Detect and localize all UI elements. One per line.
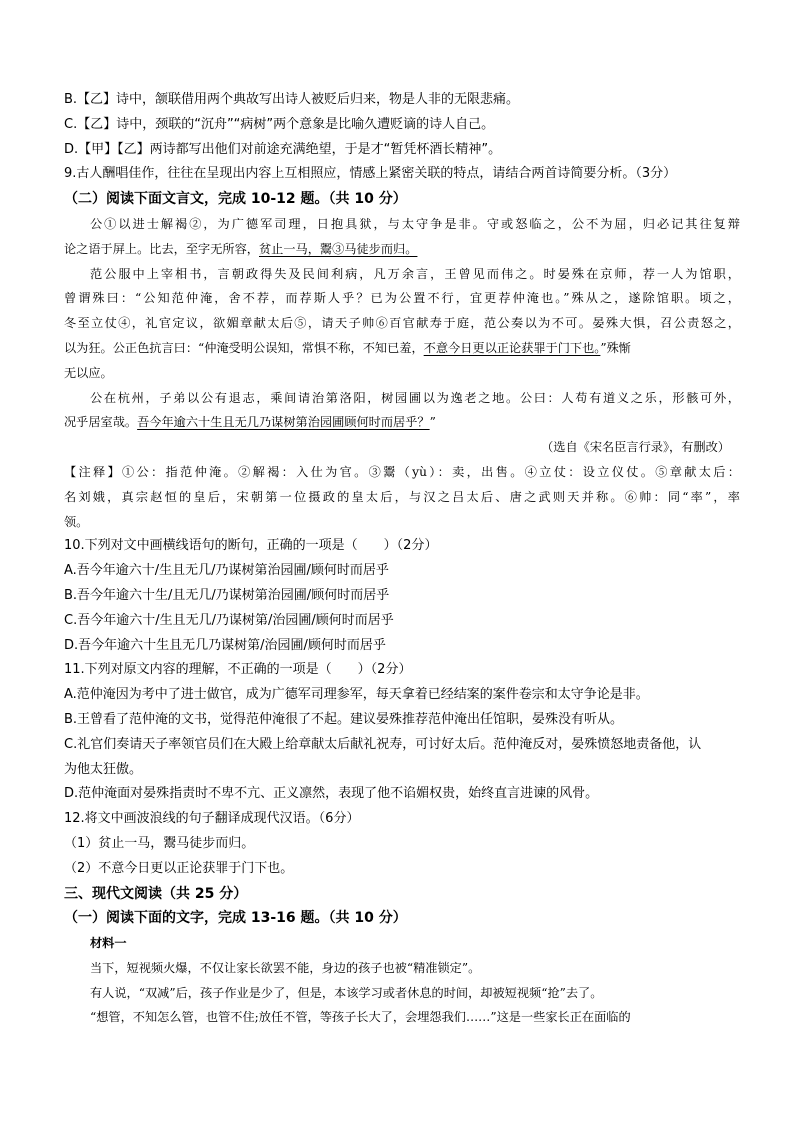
q12-stem: 12.将文中画波浪线的句子翻译成现代汉语。（6分） (64, 811, 360, 827)
material-paragraph: 当下，短视频火爆，不仅让家长欲罢不能，身边的孩子也被“精准锁定”。 (90, 960, 481, 975)
q11-option-c[interactable]: C.礼官们奏请天子率领官员们在大殿上给章献太后献礼祝寿，可讨好太后。范仲淹反对，晏殊愤怒地责备他，认 (64, 736, 702, 752)
passage-line: 冬至立仗④，礼官定议，欲媚章献太后⑤，请天子帅⑥百官献寿于庭，范公奏以为不可。晏殊大惧，召公责怒之， (64, 316, 740, 331)
q10-stem: 10.下列对文中画横线语句的断句，正确的一项是（ ）（2分） (64, 538, 438, 554)
passage-line: 公在杭州，子弟以公有退志，乘间请治第洛阳，树园圃以为逸老之地。公曰：人苟有道义之乐，形骸可外， (90, 390, 740, 405)
material-label: 材料一 (90, 936, 127, 951)
passage-line: 曾谓殊曰：“公知范仲淹，舍不荐，而荐斯人乎？已为公置不行，宜更荐仲淹也。”殊从之，遂除馆职。顷之， (64, 291, 740, 306)
material-paragraph: 有人说，“双减”后，孩子作业是少了，但是，本该学习或者休息的时间，却被短视频“抢”去了。 (90, 985, 603, 1000)
q10-option-a[interactable]: A.吾今年逾六十/生且无几/乃谋树第治园圃/顾何时而居乎 (64, 563, 389, 579)
q11-option-b[interactable]: B.王曾看了范仲淹的文书，觉得范仲淹很了不起。建议晏殊推荐范仲淹出任馆职，晏殊没有听从。 (64, 711, 624, 727)
passage-text: 况乎居室哉。 (64, 415, 138, 430)
q12-sentence-1: （1）贫止一马，鬻马徒步而归。 (64, 835, 255, 851)
q9-question: 9.古人酬唱佳作，往往在呈现出内容上互相照应，情感上紧密关联的特点，请结合两首诗简要分析。（3分） (64, 166, 677, 182)
underlined-sentence-1: 贫止一马，鬻③马徒步而归。 (259, 241, 418, 256)
passage-text: 以为狂。公正色抗言曰：“仲淹受明公误知，常惧不称，不知已羞， (64, 340, 424, 355)
q8-option-d[interactable]: D.【甲】【乙】两诗都写出他们对前途充满绝望，于是才“暂凭杯酒长精神”。 (64, 141, 502, 157)
passage-text: ” (429, 415, 436, 430)
part3-subsection-title: （一）阅读下面的文字，完成 13-16 题。（共 10 分） (64, 910, 407, 927)
q10-option-b[interactable]: B.吾今年逾六十生/且无几/乃谋树第治园圃/顾何时而居乎 (64, 587, 390, 603)
q11-option-c-cont[interactable]: 为他太狂傲。 (64, 761, 143, 777)
passage-text: 论之语于屏上。比去，至字无所容， (64, 241, 259, 256)
passage-source: （选自《宋名臣言行录》，有删改） (541, 440, 730, 455)
passage-text: ”殊惭 (600, 340, 631, 355)
q11-option-a[interactable]: A.范仲淹因为考中了进士做官，成为广德军司理参军，每天拿着已经结案的案件卷宗和太守争论是非。 (64, 687, 649, 703)
notes-line: 名刘娥，真宗赵恒的皇后，宋朝第一位摄政的皇太后，与汉之吕太后、唐之武则天并称。⑥帅：同“率”，率 (64, 489, 740, 504)
passage-line: 公①以进士解褐②，为广德军司理，日抱具狱，与太守争是非。守或怒临之，公不为屈，归必记其往复辩 (90, 216, 740, 231)
classical-section-title: （二）阅读下面文言文，完成 10-12 题。（共 10 分） (64, 191, 407, 208)
passage-line: 无以应。 (64, 365, 113, 380)
passage-line (64, 336, 740, 361)
underlined-sentence-2: 不意今日更以正论获罪于门下也。 (423, 340, 601, 355)
material-paragraph: “想管，不知怎么管，也管不住;放任不管，等孩子长大了，会埋怨我们……”这是一些家长正在面临的 (90, 1010, 631, 1025)
passage-line: 范公服中上宰相书，言朝政得失及民间利病，凡万余言，王曾见而伟之。时晏殊在京师，荐一人为馆职， (90, 266, 740, 281)
part3-title: 三、现代文阅读（共 25 分） (64, 885, 248, 902)
wavy-line-sentence: 吾今年逾六十生且无几乃谋树第治园圃顾何时而居乎？ (137, 415, 430, 430)
q10-option-d[interactable]: D.吾今年逾六十生且无几乃谋树第/治园圃/顾何时而居乎 (64, 637, 386, 653)
passage-line (64, 237, 740, 262)
passage-line (64, 410, 740, 435)
q12-sentence-2: （2）不意今日更以正论获罪于门下也。 (64, 860, 294, 876)
q8-option-b[interactable]: B.【乙】诗中，颔联借用两个典故写出诗人被贬后归来，物是人非的无限悲痛。 (64, 92, 520, 107)
q11-option-d[interactable]: D.范仲淹面对晏殊指责时不卑不亢、正义凛然，表现了他不谄媚权贵，始终直言进谏的风骨。 (64, 786, 599, 802)
document-page (64, 88, 740, 1030)
q8-option-c[interactable]: C.【乙】诗中，颈联的“沉舟”“病树”两个意象是比喻久遭贬谪的诗人自己。 (64, 116, 495, 132)
notes-line: 领。 (64, 514, 89, 529)
q11-stem: 11.下列对原文内容的理解，不正确的一项是（ ）（2分） (64, 662, 412, 678)
classical-passage (64, 212, 740, 534)
q10-option-c[interactable]: C.吾今年逾六十/生且无几/乃谋树第/治园圃/顾何时而居乎 (64, 612, 394, 628)
notes-line: 【注释】①公：指范仲淹。②解褐：入仕为官。③鬻（yù）：卖，出售。④立仗：设立仪仗。⑤章献太后： (64, 464, 740, 479)
